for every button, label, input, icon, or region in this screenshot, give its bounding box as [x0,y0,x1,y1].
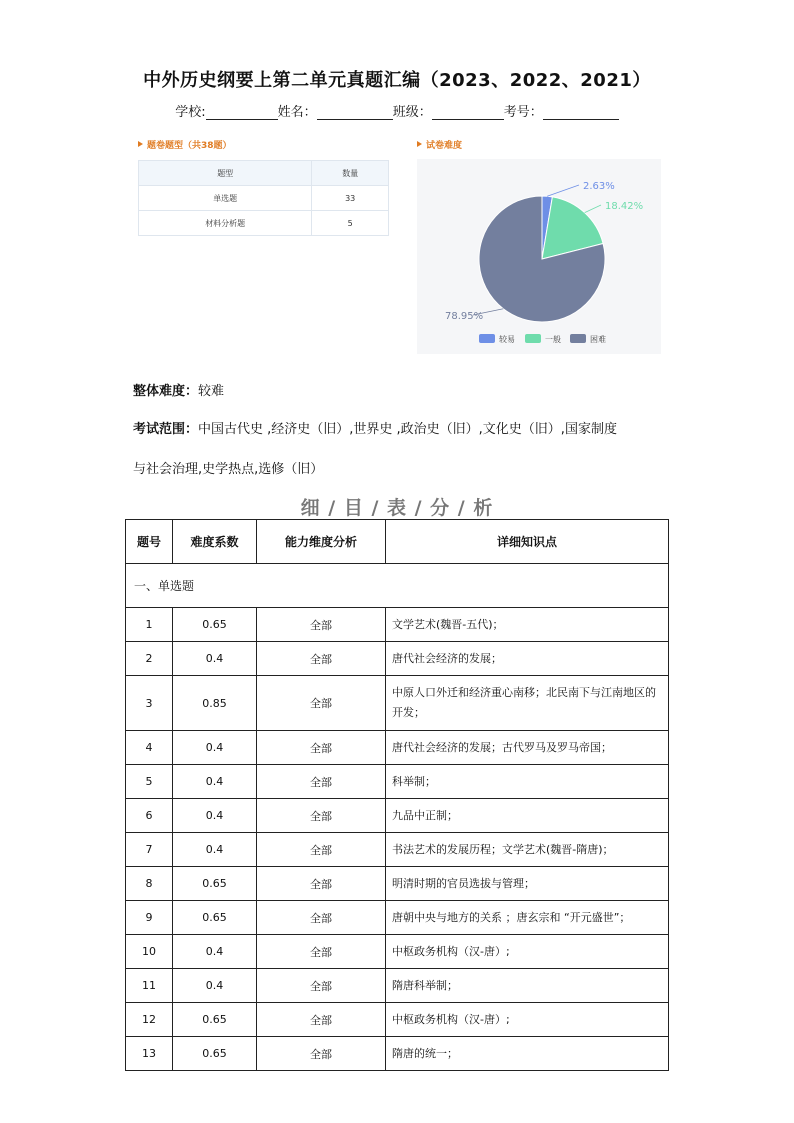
table-row [126,765,669,799]
knowledge-point-cell: 明清时期的官员选拔与管理； [386,867,669,901]
id-label: 考号： [503,105,543,120]
difficulty-cell: 0.4 [173,969,257,1003]
page-title: 中外历史纲要上第二单元真题汇编（2023、2022、2021） [143,70,651,91]
ability-cell: 全部 [257,765,386,799]
difficulty-cell: 0.4 [173,833,257,867]
difficulty-cell: 0.65 [173,1037,257,1071]
knowledge-point-cell: 唐代社会经济的发展；古代罗马及罗马帝国； [386,731,669,765]
question-no-cell: 2 [126,642,173,676]
legend-swatch [570,334,586,343]
pie-slice-label: 18.42% [605,201,644,212]
question-no-cell: 7 [126,833,173,867]
ability-cell: 全部 [257,969,386,1003]
header-ability: 能力维度分析 [257,520,386,564]
detail-header-row [126,520,669,564]
difficulty-heading-text: 试卷难度 [426,141,463,151]
exam-scope-label: 考试范围： [133,422,199,437]
table-header-row [139,161,389,186]
difficulty-cell: 0.65 [173,1003,257,1037]
difficulty-heading [417,138,462,151]
ability-cell: 全部 [257,1037,386,1071]
question-no-cell: 10 [126,935,173,969]
table-row [126,867,669,901]
detail-table-title: 细 / 目 / 表 / 分 / 析 [300,497,494,519]
knowledge-point-cell: 隋唐科举制； [386,969,669,1003]
table-row [126,731,669,765]
student-info-line [0,101,794,120]
table-row [126,1003,669,1037]
detail-analysis-table [125,519,669,1071]
question-types-heading [138,138,232,151]
question-no-cell: 11 [126,969,173,1003]
question-no-cell: 1 [126,608,173,642]
difficulty-cell: 0.65 [173,867,257,901]
question-no-cell: 6 [126,799,173,833]
table-row [139,211,389,236]
ability-cell: 全部 [257,676,386,731]
type-cell: 单选题 [139,186,312,211]
knowledge-point-cell: 隋唐的统一； [386,1037,669,1071]
ability-cell: 全部 [257,799,386,833]
table-row [139,186,389,211]
difficulty-cell: 0.4 [173,935,257,969]
question-types-heading-text: 题卷题型（共38题） [147,141,232,151]
overall-difficulty [133,380,224,399]
school-blank [206,105,278,120]
knowledge-point-cell: 中枢政务机构（汉-唐）; [386,1003,669,1037]
table-row [126,935,669,969]
name-label: 姓名： [277,105,317,120]
knowledge-point-cell: 中枢政务机构（汉-唐）; [386,935,669,969]
legend-swatch [525,334,541,343]
pie-slice-label: 78.95% [445,311,484,322]
question-types-table [138,160,389,236]
difficulty-pie-chart [417,159,661,354]
knowledge-point-cell: 中原人口外迁和经济重心南移；北民南下与江南地区的开发； [386,676,669,731]
ability-cell: 全部 [257,1003,386,1037]
difficulty-cell: 0.4 [173,799,257,833]
class-label: 班级： [392,105,432,120]
legend-label: 困难 [590,335,606,344]
knowledge-point-cell: 唐朝中央与地方的关系 ；唐玄宗和 “开元盛世”； [386,901,669,935]
school-label: 学校: [175,105,206,120]
ability-cell: 全部 [257,901,386,935]
table-row [126,833,669,867]
count-cell: 5 [312,211,389,236]
table-row [126,642,669,676]
difficulty-cell: 0.4 [173,731,257,765]
ability-cell: 全部 [257,867,386,901]
ability-cell: 全部 [257,608,386,642]
knowledge-point-cell: 文学艺术(魏晋-五代)； [386,608,669,642]
pie-leader-line [547,185,579,196]
table-row [126,799,669,833]
id-blank [543,105,619,120]
header-difficulty: 难度系数 [173,520,257,564]
difficulty-cell: 0.85 [173,676,257,731]
question-no-cell: 8 [126,867,173,901]
ability-cell: 全部 [257,731,386,765]
question-no-cell: 4 [126,731,173,765]
section-row [126,564,669,608]
difficulty-cell: 0.65 [173,608,257,642]
overall-difficulty-label: 整体难度： [133,384,199,399]
difficulty-cell: 0.65 [173,901,257,935]
question-no-cell: 9 [126,901,173,935]
exam-scope-line2: 与社会治理,史学热点,选修（旧） [133,462,324,477]
difficulty-cell: 0.4 [173,642,257,676]
knowledge-point-cell: 书法艺术的发展历程；文学艺术(魏晋-隋唐)； [386,833,669,867]
question-no-cell: 5 [126,765,173,799]
knowledge-point-cell: 科举制； [386,765,669,799]
header-knowledge-points: 详细知识点 [386,520,669,564]
ability-cell: 全部 [257,642,386,676]
overall-difficulty-value: 较难 [198,384,225,399]
legend-label: 较易 [499,335,515,344]
table-row [126,901,669,935]
ability-cell: 全部 [257,935,386,969]
type-cell: 材料分析题 [139,211,312,236]
legend-label: 一般 [545,335,561,344]
table-row [126,608,669,642]
section-label: 一、单选题 [126,564,669,608]
triangle-bullet-icon [417,141,422,147]
question-no-cell: 13 [126,1037,173,1071]
triangle-bullet-icon [138,141,143,147]
pie-leader-line [585,205,601,213]
table-row [126,969,669,1003]
exam-scope-line1: 中国古代史 ,经济史（旧）,世界史 ,政治史（旧）,文化史（旧）,国家制度 [198,422,617,437]
table-row [126,676,669,731]
knowledge-point-cell: 唐代社会经济的发展； [386,642,669,676]
col-count-header: 数量 [312,161,389,186]
difficulty-chart-panel [417,159,661,354]
difficulty-cell: 0.4 [173,765,257,799]
header-question-no: 题号 [126,520,173,564]
legend-swatch [479,334,495,343]
exam-scope [133,418,617,437]
table-row [126,1037,669,1071]
question-no-cell: 3 [126,676,173,731]
ability-cell: 全部 [257,833,386,867]
col-type-header: 题型 [139,161,312,186]
name-blank [317,105,393,120]
knowledge-point-cell: 九品中正制； [386,799,669,833]
count-cell: 33 [312,186,389,211]
question-no-cell: 12 [126,1003,173,1037]
pie-slice-label: 2.63% [583,181,615,192]
class-blank [432,105,504,120]
